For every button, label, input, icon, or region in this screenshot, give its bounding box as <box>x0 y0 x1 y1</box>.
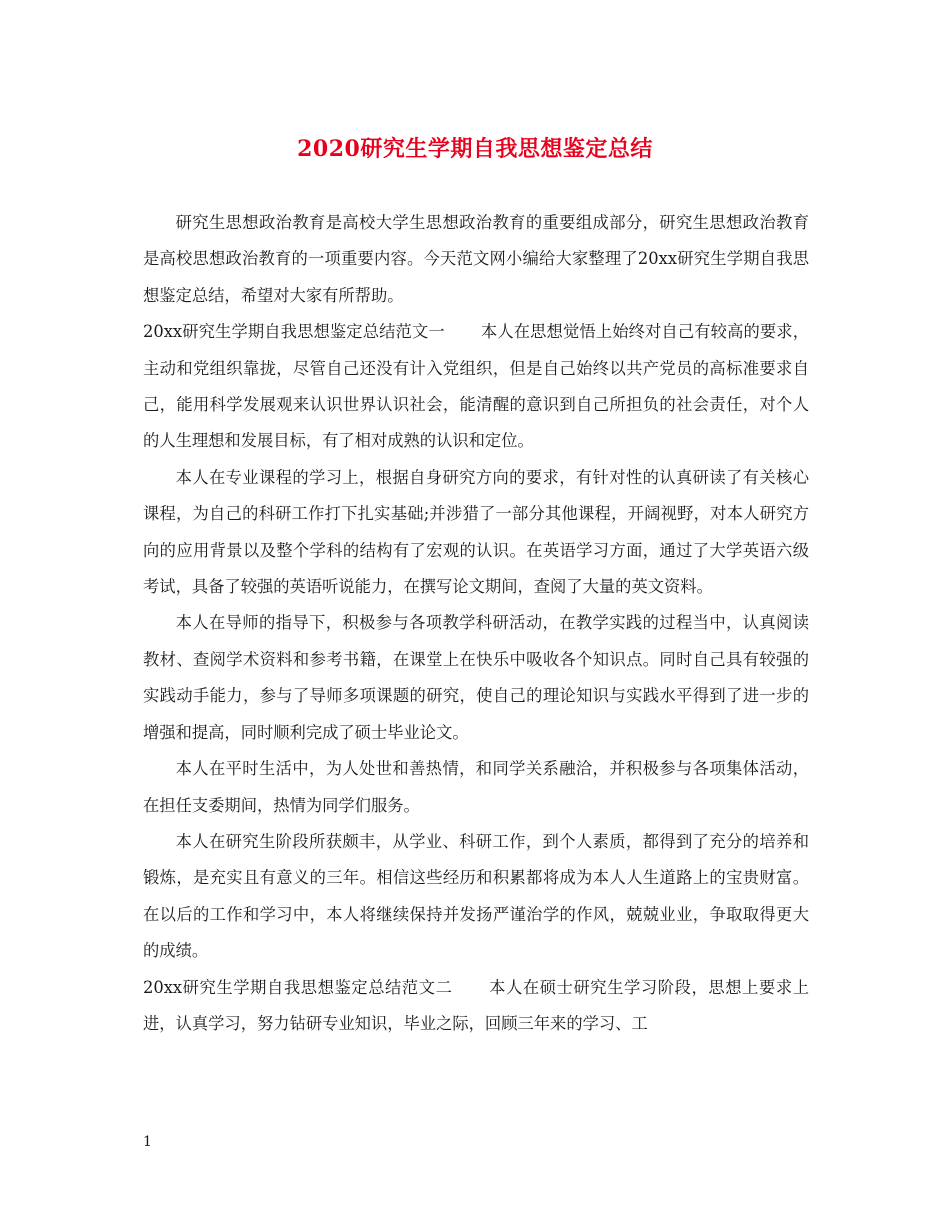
paragraph-text: 本人在平时生活中，为人处世和善热情，和同学关系融洽，并积极参与各项集体活动，在担任支委期间，热情为同学们服务。 <box>143 759 809 815</box>
paragraph-text: 本人在专业课程的学习上，根据自身研究方向的要求，有针对性的认真研读了有关核心课程，为自己的科研工作打下扎实基础;并涉猎了一部分其他课程，开阔视野，对本人研究方向的应用背景以及整个学科的结构有了宏观的认识。在英语学习方面，通过了大学英语六级考试，具备了较强的英语听说能力，在撰写论文期间，查阅了大量的英文资料。 <box>143 467 809 597</box>
paragraph-text: 本人在导师的指导下，积极参与各项教学科研活动，在教学实践的过程当中，认真阅读教材、查阅学术资料和参考书籍，在课堂上在快乐中吸收各个知识点。同时自己具有较强的实践动手能力，参与了导师多项课题的研究，使自己的理论知识与实践水平得到了进一步的增强和提高，同时顺利完成了硕士毕业论文。 <box>143 613 809 742</box>
page-number: 1 <box>143 1134 152 1150</box>
sample-two-paragraph <box>143 970 809 1043</box>
research-paragraph <box>143 605 809 751</box>
paragraph-text: 本人在思想觉悟上始终对自己有较高的要求，主动和党组织靠拢，尽管自己还没有计入党组织，但是自己始终以共产党员的高标准要求自己，能用科学发展观来认识世界认识社会，能清醒的意识到自己所担负的社会责任，对个人的人生理想和发展目标，有了相对成熟的认识和定位。 <box>143 322 809 451</box>
study-paragraph <box>143 460 809 606</box>
life-paragraph <box>143 751 809 824</box>
summary-paragraph <box>143 824 809 970</box>
sample-heading: 20xx研究生学期自我思想鉴定总结范文一 <box>143 322 445 342</box>
document-title: 2020研究生学期自我思想鉴定总结 <box>297 136 653 162</box>
paragraph-text: 本人在硕士研究生学习阶段，思想上要求上进，认真学习，努力钻研专业知识，毕业之际，回顾三年来的学习、工 <box>143 977 809 1033</box>
sample-heading: 20xx研究生学期自我思想鉴定总结范文二 <box>143 977 453 997</box>
paragraph-text: 本人在研究生阶段所获颇丰，从学业、科研工作，到个人素质，都得到了充分的培养和锻炼，是充实且有意义的三年。相信这些经历和积累都将成为本人人生道路上的宝贵财富。在以后的工作和学习中，本人将继续保持并发扬严谨治学的作风，兢兢业业，争取取得更大的成绩。 <box>143 831 809 961</box>
sample-one-paragraph <box>143 314 809 460</box>
document-body <box>143 205 809 1042</box>
intro-paragraph <box>143 205 809 314</box>
paragraph-text: 研究生思想政治教育是高校大学生思想政治教育的重要组成部分，研究生思想政治教育是高校思想政治教育的一项重要内容。今天范文网小编给大家整理了20xx研究生学期自我思想鉴定总结，希望对大家有所帮助。 <box>143 213 809 305</box>
